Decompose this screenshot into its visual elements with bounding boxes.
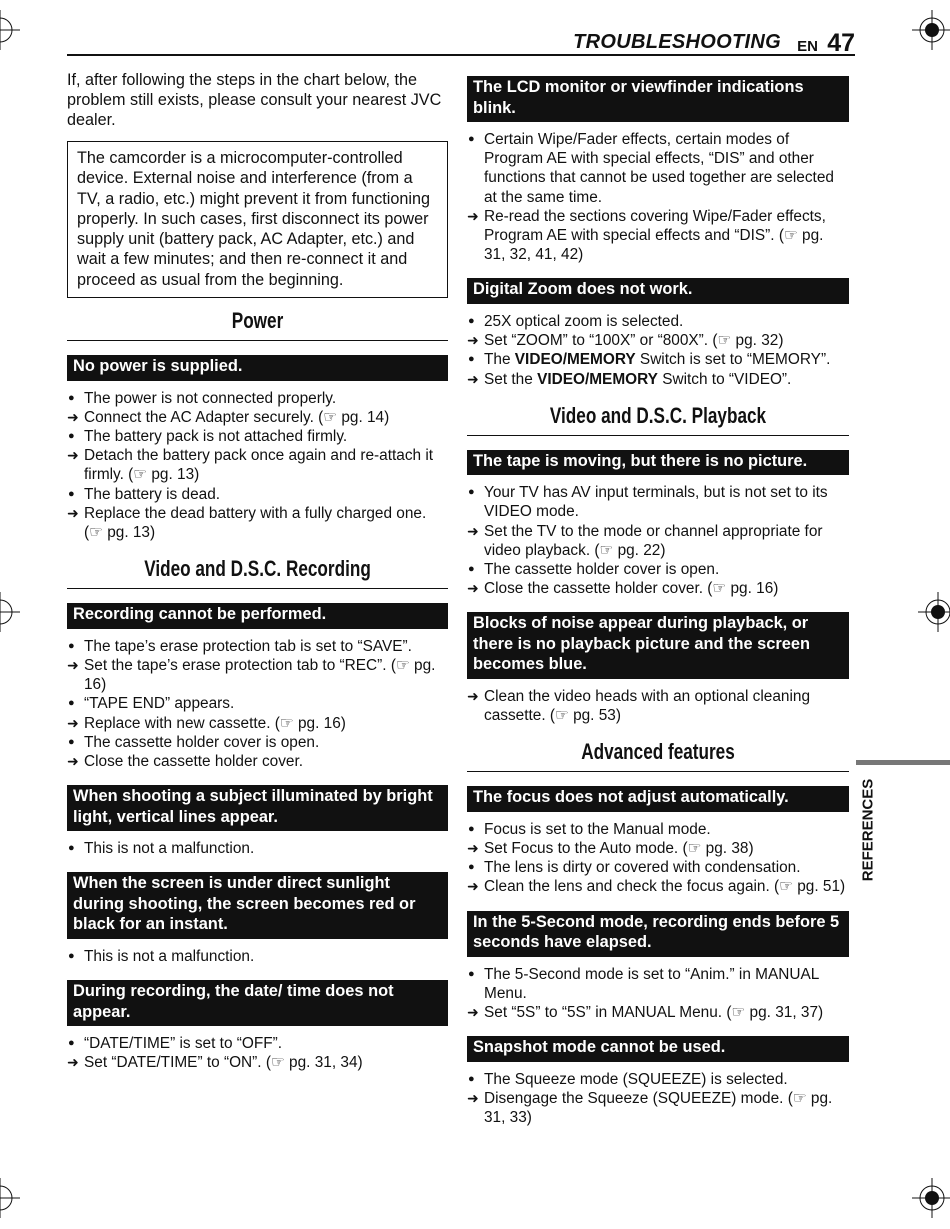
arrow-icon: ➜ bbox=[467, 580, 479, 597]
problem-list bbox=[467, 965, 849, 1023]
registration-mark-icon bbox=[912, 10, 950, 50]
bullet-icon: ● bbox=[468, 486, 475, 499]
problem-title: When shooting a subject illuminated by bright light, vertical lines appear. bbox=[67, 785, 448, 831]
problem-title: Blocks of noise appear during playback, or there is no playback picture and the screen becomes blue. bbox=[467, 612, 849, 679]
problem-block bbox=[467, 612, 849, 725]
problem-block bbox=[67, 785, 448, 858]
section-rule bbox=[467, 771, 849, 772]
problem-block bbox=[467, 76, 849, 264]
problem-title: Digital Zoom does not work. bbox=[467, 278, 849, 304]
problem-list bbox=[467, 687, 849, 725]
list-item: ● The Squeeze mode (SQUEEZE) is selected. bbox=[468, 1070, 788, 1088]
page-number: 47 bbox=[827, 29, 855, 57]
list-item: ➜ Set the TV to the mode or channel appropriate for video playback. (☞ pg. 22) bbox=[467, 522, 823, 559]
problem-title: The tape is moving, but there is no picture. bbox=[467, 450, 849, 476]
section-tab-bar bbox=[856, 760, 950, 765]
bullet-icon: ● bbox=[68, 1037, 75, 1050]
problem-list bbox=[67, 839, 448, 858]
list-item: ➜ Set “ZOOM” to “100X” or “800X”. (☞ pg. 32) bbox=[467, 332, 784, 350]
bullet-icon: ● bbox=[468, 822, 475, 835]
list-item: ● 25X optical zoom is selected. bbox=[468, 312, 684, 330]
page-title: TROUBLESHOOTING bbox=[573, 31, 781, 53]
list-item: ● The 5-Second mode is set to “Anim.” in MANUAL Menu. bbox=[468, 965, 819, 1002]
registration-mark-icon bbox=[0, 1178, 20, 1218]
list-item: ➜ Replace the dead battery with a fully charged one. (☞ pg. 13) bbox=[67, 504, 427, 541]
section-heading-recording: Video and D.S.C. Recording bbox=[144, 556, 371, 582]
registration-mark-icon bbox=[912, 1178, 950, 1218]
list-item: ● This is not a malfunction. bbox=[68, 840, 255, 858]
list-item: ● This is not a malfunction. bbox=[68, 947, 255, 965]
arrow-icon: ➜ bbox=[67, 504, 79, 521]
problem-block bbox=[67, 872, 448, 966]
right-column bbox=[467, 76, 849, 1141]
bullet-icon: ● bbox=[468, 1072, 475, 1085]
page-header bbox=[67, 30, 855, 56]
bullet-icon: ● bbox=[68, 697, 75, 710]
arrow-icon: ➜ bbox=[67, 752, 79, 769]
problem-title: During recording, the date/ time does not appear. bbox=[67, 980, 448, 1026]
list-item: ● The cassette holder cover is open. bbox=[468, 561, 720, 579]
bullet-icon: ● bbox=[468, 133, 475, 145]
side-section-label: REFERENCES bbox=[859, 778, 877, 882]
arrow-icon: ➜ bbox=[67, 408, 79, 425]
list-item: ● The lens is dirty or covered with condensation. bbox=[468, 859, 801, 877]
list-item: ● The power is not connected properly. bbox=[68, 389, 337, 407]
problem-block bbox=[67, 355, 448, 542]
left-column bbox=[67, 70, 448, 1086]
arrow-icon: ➜ bbox=[467, 370, 479, 387]
intro-paragraph: If, after following the steps in the chart below, the problem still exists, please consult your nearest JVC dealer. bbox=[67, 71, 442, 129]
problem-title: No power is supplied. bbox=[67, 355, 448, 381]
problem-block bbox=[467, 911, 849, 1023]
arrow-icon: ➜ bbox=[467, 522, 479, 539]
section-rule bbox=[67, 340, 448, 341]
problem-title: In the 5-Second mode, recording ends before 5 seconds have elapsed. bbox=[467, 911, 849, 957]
arrow-icon: ➜ bbox=[467, 1089, 479, 1106]
bullet-icon: ● bbox=[68, 639, 75, 652]
bullet-icon: ● bbox=[68, 842, 75, 855]
bullet-icon: ● bbox=[468, 563, 475, 576]
arrow-icon: ➜ bbox=[67, 1054, 79, 1071]
problem-title: When the screen is under direct sunlight during shooting, the screen becomes red or black for an instant. bbox=[67, 872, 448, 939]
list-item: ● “DATE/TIME” is set to “OFF”. bbox=[68, 1035, 283, 1053]
problem-list bbox=[467, 483, 849, 598]
problem-list bbox=[467, 1070, 849, 1128]
registration-mark-icon bbox=[918, 592, 950, 632]
list-item: ➜ Close the cassette holder cover. (☞ pg. 16) bbox=[467, 580, 779, 598]
list-item: ● The battery pack is not attached firmly. bbox=[68, 427, 348, 445]
bullet-icon: ● bbox=[68, 735, 75, 748]
list-item: ● The tape’s erase protection tab is set to “SAVE”. bbox=[68, 637, 412, 655]
problem-block bbox=[467, 1036, 849, 1127]
arrow-icon: ➜ bbox=[467, 1004, 479, 1021]
problem-block bbox=[467, 278, 849, 388]
list-item: ➜ Disengage the Squeeze (SQUEEZE) mode. (☞ pg. 31, 33) bbox=[467, 1089, 833, 1127]
problem-block bbox=[467, 450, 849, 599]
bullet-icon: ● bbox=[468, 967, 475, 980]
language-code: EN bbox=[797, 38, 818, 55]
arrow-icon: ➜ bbox=[467, 878, 479, 895]
problem-list bbox=[467, 820, 849, 897]
arrow-icon: ➜ bbox=[467, 687, 479, 704]
list-item: ➜ Detach the battery pack once again and re-attach it firmly. (☞ pg. 13) bbox=[67, 447, 434, 484]
bullet-icon: ● bbox=[68, 487, 75, 500]
list-item: ➜ Set Focus to the Auto mode. (☞ pg. 38) bbox=[467, 840, 754, 858]
arrow-icon: ➜ bbox=[467, 207, 479, 224]
bullet-icon: ● bbox=[68, 429, 75, 442]
arrow-icon: ➜ bbox=[467, 332, 479, 349]
arrow-icon: ➜ bbox=[67, 447, 79, 464]
bullet-icon: ● bbox=[468, 314, 475, 327]
list-item: ➜ Clean the video heads with an optional cleaning cassette. (☞ pg. 53) bbox=[467, 687, 810, 725]
registration-mark-icon bbox=[0, 10, 20, 50]
problem-title: The focus does not adjust automatically. bbox=[467, 786, 849, 812]
list-item: ● “TAPE END” appears. bbox=[68, 695, 235, 713]
section-heading-power: Power bbox=[231, 308, 284, 334]
list-item: ● The VIDEO/MEMORY Switch is set to “MEMORY”. bbox=[468, 351, 831, 369]
list-item: ● Certain Wipe/Fader effects, certain modes of Program AE with special effects, “DIS” and other functions that cannot be used together are selected at the same time. bbox=[468, 131, 834, 206]
list-item: ➜ Close the cassette holder cover. bbox=[67, 752, 304, 770]
problem-list bbox=[467, 312, 849, 389]
arrow-icon: ➜ bbox=[467, 840, 479, 857]
problem-list bbox=[67, 389, 448, 543]
bullet-icon: ● bbox=[68, 949, 75, 962]
section-heading-advanced: Advanced features bbox=[581, 739, 735, 765]
bullet-icon: ● bbox=[468, 353, 475, 366]
list-item: ➜ Replace with new cassette. (☞ pg. 16) bbox=[67, 714, 346, 732]
section-heading-playback: Video and D.S.C. Playback bbox=[549, 402, 767, 428]
problem-list bbox=[67, 1034, 448, 1072]
list-item: ➜ Set “DATE/TIME” to “ON”. (☞ pg. 31, 34) bbox=[67, 1054, 363, 1072]
section-rule bbox=[67, 588, 448, 589]
problem-title: The LCD monitor or viewfinder indications blink. bbox=[467, 76, 849, 122]
problem-title: Recording cannot be performed. bbox=[67, 603, 448, 629]
bullet-icon: ● bbox=[468, 861, 475, 874]
list-item: ➜ Clean the lens and check the focus again. (☞ pg. 51) bbox=[467, 878, 846, 896]
problem-block bbox=[67, 980, 448, 1072]
section-rule bbox=[467, 435, 849, 436]
arrow-icon: ➜ bbox=[67, 656, 79, 673]
list-item: ➜ Re-read the sections covering Wipe/Fader effects, Program AE with special effects and “DIS”. (☞ pg. 31, 32, 41, 42) bbox=[467, 207, 826, 264]
registration-mark-icon bbox=[0, 592, 20, 632]
list-item: ➜ Set “5S” to “5S” in MANUAL Menu. (☞ pg. 31, 37) bbox=[467, 1004, 824, 1022]
list-item: ➜ Set the VIDEO/MEMORY Switch to “VIDEO”. bbox=[467, 370, 792, 388]
list-item: ● The cassette holder cover is open. bbox=[68, 733, 320, 751]
list-item: ● Focus is set to the Manual mode. bbox=[468, 820, 711, 838]
arrow-icon: ➜ bbox=[67, 714, 79, 731]
list-item: ● The battery is dead. bbox=[68, 485, 221, 503]
problem-title: Snapshot mode cannot be used. bbox=[467, 1036, 849, 1062]
problem-list bbox=[67, 947, 448, 966]
note-box: The camcorder is a microcomputer-controlled device. External noise and interference (from a TV, a radio, etc.) might prevent it from functioning properly. In such cases, first disconnect its power supply unit (battery pack, AC Adapter, etc.) and wait a few minutes; and then re-connect it and proceed as usual from the beginning. bbox=[67, 141, 448, 298]
problem-block bbox=[67, 603, 448, 771]
bullet-icon: ● bbox=[68, 391, 75, 404]
problem-list bbox=[67, 637, 448, 771]
list-item: ➜ Connect the AC Adapter securely. (☞ pg. 14) bbox=[67, 408, 390, 426]
problem-block bbox=[467, 786, 849, 896]
list-item: ➜ Set the tape’s erase protection tab to “REC”. (☞ pg. 16) bbox=[67, 656, 436, 694]
list-item: ● Your TV has AV input terminals, but is not set to its VIDEO mode. bbox=[468, 484, 828, 521]
problem-list bbox=[467, 130, 849, 264]
